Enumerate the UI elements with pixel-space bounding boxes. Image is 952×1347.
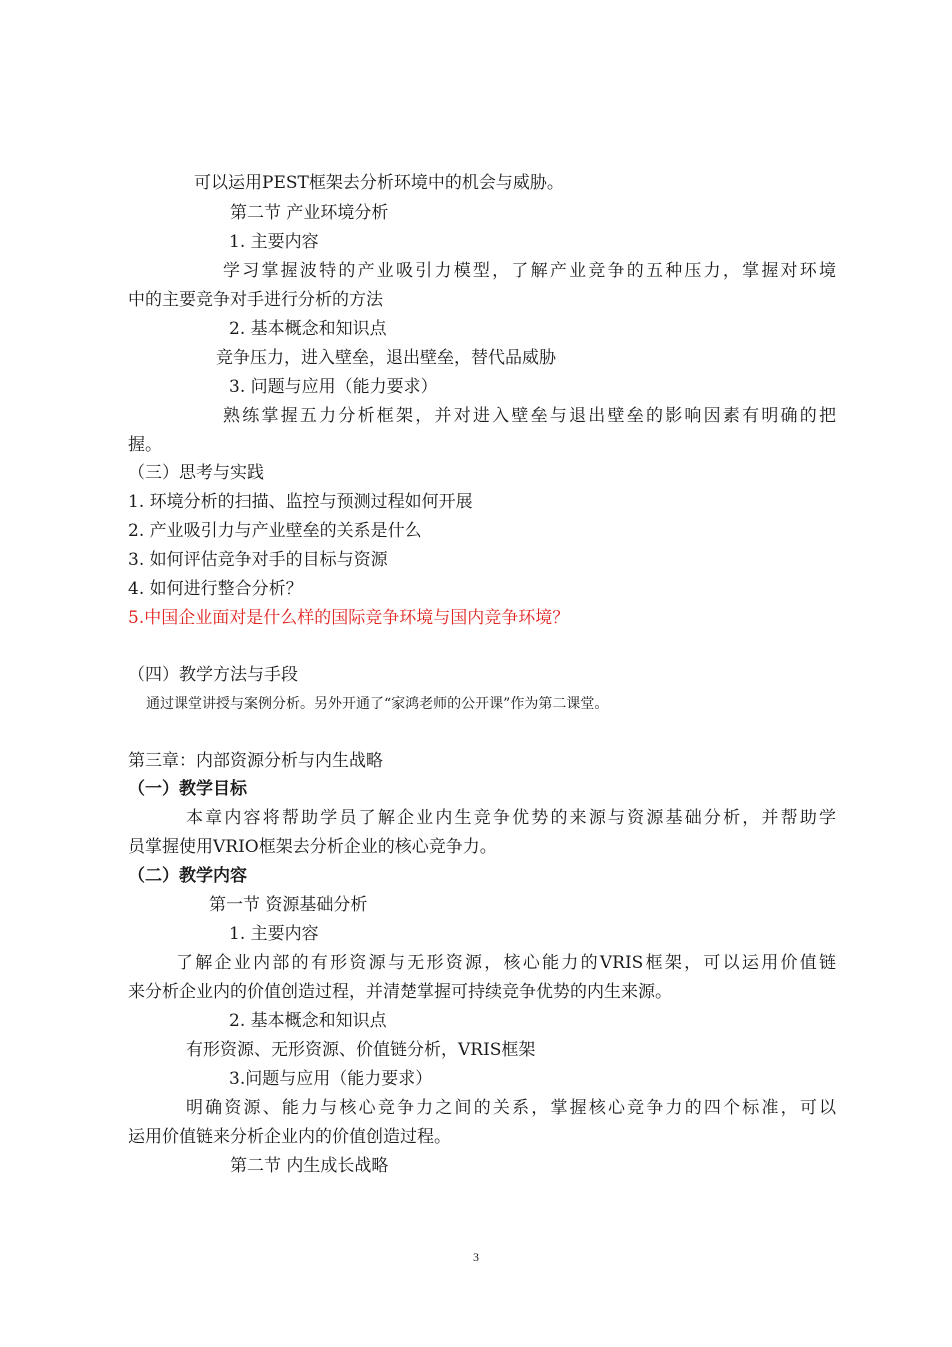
section-heading: （四）教学方法与手段 [128, 665, 298, 685]
text-line: 竞争压力，进入壁垒，退出壁垒，替代品威胁 [216, 348, 556, 368]
list-item: 2. 产业吸引力与产业壁垒的关系是什么 [128, 521, 422, 541]
text-line: 来分析企业内的价值创造过程，并清楚掌握可持续竞争优势的内生来源。 [128, 982, 672, 1002]
page-number: 3 [473, 1250, 479, 1264]
section-heading: （三）思考与实践 [128, 463, 264, 483]
subheading: 1. 主要内容 [229, 232, 319, 252]
text-line: 员掌握使用VRIO框架去分析企业的核心竞争力。 [128, 837, 497, 857]
text-line: 可以运用PEST框架去分析环境中的机会与威胁。 [194, 173, 564, 193]
list-item: 3. 如何评估竞争对手的目标与资源 [128, 550, 388, 570]
text-line: 了解企业内部的有形资源与无形资源，核心能力的VRIS框架，可以运用价值链 [176, 953, 836, 973]
text-line: 运用价值链来分析企业内的价值创造过程。 [128, 1127, 451, 1147]
text-line: 有形资源、无形资源、价值链分析，VRIS框架 [186, 1040, 536, 1060]
subheading: 3. 问题与应用（能力要求） [229, 377, 438, 397]
subheading: 3.问题与应用（能力要求） [229, 1069, 433, 1089]
list-item-highlighted: 5.中国企业面对是什么样的国际竞争环境与国内竞争环境？ [128, 608, 570, 628]
section-heading: 第二节 产业环境分析 [230, 203, 389, 223]
text-line: 明确资源、能力与核心竞争力之间的关系，掌握核心竞争力的四个标准，可以 [186, 1098, 836, 1118]
text-line: 通过课堂讲授与案例分析。另外开通了“家鸿老师的公开课”作为第二课堂。 [146, 696, 609, 712]
text-line: 中的主要竞争对手进行分析的方法 [128, 290, 383, 310]
subheading: 2. 基本概念和知识点 [229, 319, 387, 339]
text-line: 学习掌握波特的产业吸引力模型，了解产业竞争的五种压力，掌握对环境 [223, 261, 836, 281]
section-heading: （二）教学内容 [128, 866, 247, 886]
section-heading: 第一节 资源基础分析 [209, 895, 368, 915]
list-item: 4. 如何进行整合分析？ [128, 579, 303, 599]
text-line: 本章内容将帮助学员了解企业内生竞争优势的来源与资源基础分析，并帮助学 [186, 808, 836, 828]
list-item: 1. 环境分析的扫描、监控与预测过程如何开展 [128, 492, 473, 512]
text-line: 熟练掌握五力分析框架，并对进入壁垒与退出壁垒的影响因素有明确的把 [223, 406, 836, 426]
subheading: 1. 主要内容 [229, 924, 319, 944]
text-line: 握。 [128, 435, 162, 455]
chapter-heading: 第三章：内部资源分析与内生战略 [128, 751, 383, 771]
section-heading: 第二节 内生成长战略 [230, 1156, 389, 1176]
section-heading: （一）教学目标 [128, 779, 247, 799]
subheading: 2. 基本概念和知识点 [229, 1011, 387, 1031]
